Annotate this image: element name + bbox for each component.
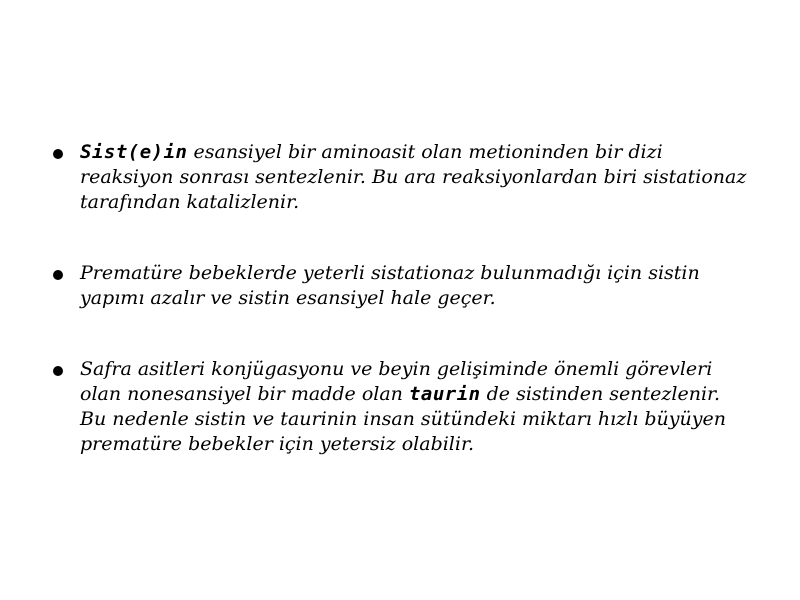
bullet-item-cystine-synthesis xyxy=(48,140,748,215)
bullet-text-before: Safra asitleri konjügasyonu ve beyin gelişiminde önemli görevleri olan nonesansiyel bir madde olan xyxy=(80,358,713,405)
bullet-dot-icon xyxy=(53,270,63,280)
bullet-text: Prematüre bebeklerde yeterli sistationaz bulunmadığı için sistin yapımı azalır ve sistin esansiyel hale geçer. xyxy=(80,262,700,309)
bullet-item-premature-infants xyxy=(48,261,748,311)
term-sistein: Sist(e)in xyxy=(80,141,188,163)
bullet-list xyxy=(48,140,748,457)
term-taurin: taurin xyxy=(408,383,481,405)
bullet-dot-icon xyxy=(53,366,63,376)
bullet-text-after: de sistinden sentezlenir. Bu nedenle sistin ve taurinin insan sütündeki miktarı hızlı büyüyen prematüre bebekler için yetersiz olabilir. xyxy=(80,383,726,455)
bullet-text: esansiyel bir aminoasit olan metioninden bir dizi reaksiyon sonrası sentezlenir. Bu ara reaksiyonlardan biri sistationaz tarafından katalizlenir. xyxy=(80,141,747,213)
bullet-dot-icon xyxy=(53,149,63,159)
bullet-item-taurine xyxy=(48,357,748,457)
